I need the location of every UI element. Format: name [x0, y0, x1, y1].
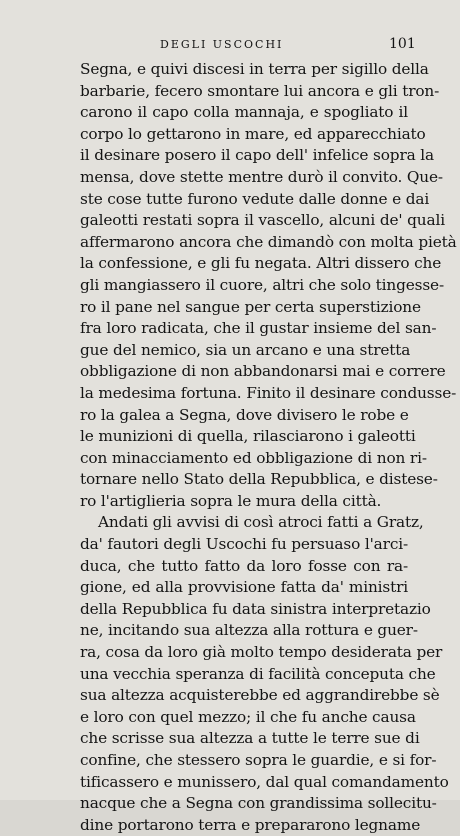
text-line: obbligazione di non abbandonarsi mai e correre [80, 362, 446, 381]
text-line: dine portarono terra e prepararono legname [80, 815, 421, 834]
text-line: ro la galea a Segna, dove divisero le robe e [80, 405, 409, 424]
text-line: confine, che stessero sopra le guardie, e si for- [80, 751, 437, 769]
text-line: gli mangiassero il cuore, altri che solo tingesse- [80, 275, 444, 294]
text-line: ro l'artiglieria sopra le mura della città. [80, 491, 382, 510]
text-line: Segna, e quivi discesi in terra per sigillo della [80, 60, 429, 78]
text-line: ra, cosa da loro già molto tempo desiderata per [80, 643, 443, 662]
text-line: mensa, dove stette mentre durò il convito. Que- [80, 167, 443, 186]
text-line: duca, che tutto fatto da loro fosse con ra- [80, 556, 408, 575]
text-line: ne, incitando sua altezza alla rottura e guer- [80, 621, 418, 640]
paragraph [80, 512, 449, 836]
text-line: sua altezza acquisterebbe ed aggrandirebbe sè [80, 686, 440, 705]
text-line: tornare nello Stato della Repubblica, e distese- [80, 470, 438, 489]
text-line: barbarie, fecero smontare lui ancora e gli tron- [80, 81, 440, 100]
text-line: galeotti restati sopra il vascello, alcuni de' quali [80, 211, 445, 230]
text-line: fra loro radicata, che il gustar insieme del san- [80, 319, 437, 338]
text-line: gue del nemico, sia un arcano e una stretta [80, 340, 411, 359]
text-line: la medesima fortuna. Finito il desinare condusse- [80, 383, 457, 402]
text-line: le munizioni di quella, rilasciarono i galeotti [80, 427, 416, 446]
text-line: Andati gli avvisi di così atroci fatti a Gratz, [98, 513, 424, 532]
text-line: la confessione, e gli fu negata. Altri dissero che [80, 254, 442, 273]
running-head [0, 36, 460, 58]
text-line: corpo lo gettarono in mare, ed apparecchiato [80, 124, 426, 143]
text-line: affermarono ancora che dimandò con molta pietà [80, 232, 457, 251]
text-line: gione, ed alla provvisione fatta da' ministri [80, 578, 408, 597]
text-line: tificassero e munissero, dal qual comandamento [80, 772, 449, 791]
text-line: che scrisse sua altezza a tutte le terre sue di [80, 729, 420, 748]
body-text [80, 59, 457, 836]
running-title: DEGLI USCOCHI [160, 38, 284, 51]
text-line: nacque che a Segna con grandissima sollecitu- [80, 794, 437, 813]
text-line: della Repubblica fu data sinistra interpretazio [80, 599, 431, 618]
text-line: con minacciamento ed obbligazione di non ri- [80, 448, 427, 467]
text-line: ste cose tutte furono vedute dalle donne e dai [80, 189, 430, 208]
paragraph [80, 59, 457, 512]
text-line: il desinare posero il capo dell' infelice sopra la [80, 146, 435, 165]
page-number: 101 [389, 36, 416, 52]
text-line: carono il capo colla mannaja, e spogliato il [80, 103, 408, 122]
text-line: una vecchia speranza di facilità conceputa che [80, 664, 436, 683]
text-line: da' fautori degli Uscochi fu persuaso l'arci- [80, 535, 408, 554]
text-line: e loro con quel mezzo; il che fu anche causa [80, 707, 416, 726]
text-line: ro il pane nel sangue per certa superstizione [80, 297, 421, 316]
